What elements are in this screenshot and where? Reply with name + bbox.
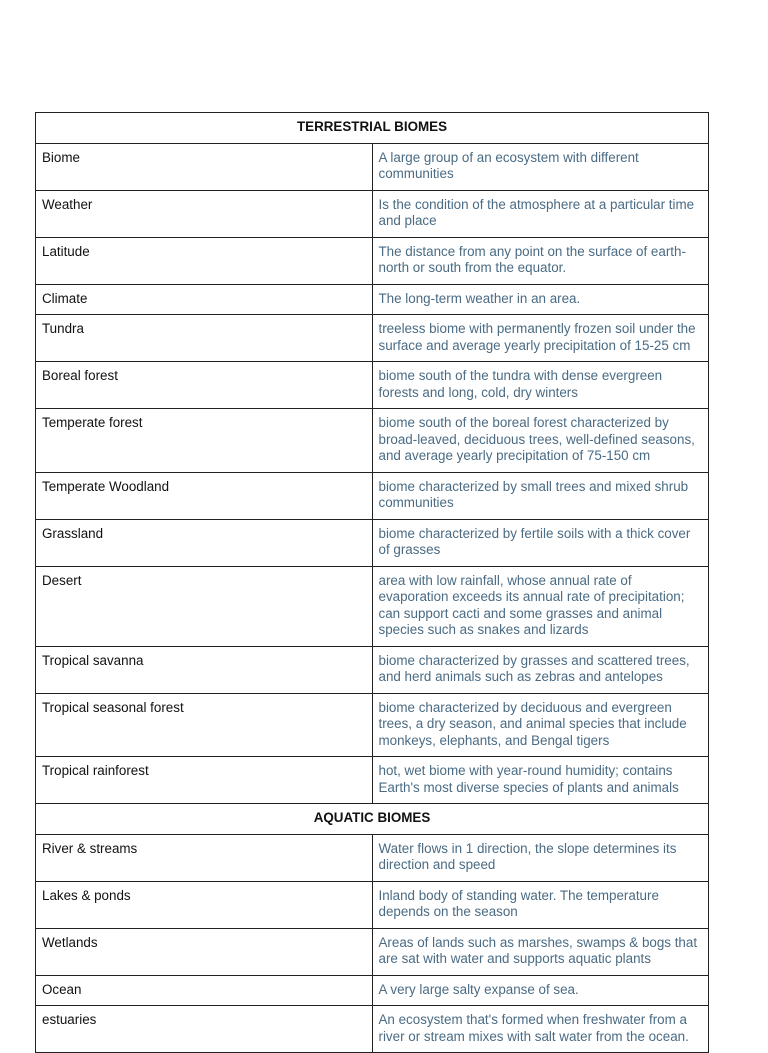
biome-term: Temperate forest	[36, 409, 373, 473]
table-row	[36, 472, 709, 519]
table-row	[36, 928, 709, 975]
biome-definition: A large group of an ecosystem with different communities	[372, 143, 709, 190]
biome-term: Grassland	[36, 519, 373, 566]
biomes-table	[35, 112, 709, 1053]
biome-term: Tropical savanna	[36, 646, 373, 693]
biome-term: Biome	[36, 143, 373, 190]
biome-term: Lakes & ponds	[36, 881, 373, 928]
biome-definition: area with low rainfall, whose annual rate of evaporation exceeds its annual rate of precipitation; can support cacti and some grasses and animal species such as snakes and lizards	[372, 566, 709, 646]
biome-term: Climate	[36, 284, 373, 315]
biome-definition: hot, wet biome with year-round humidity; contains Earth's most diverse species of plants and animals	[372, 757, 709, 804]
table-row	[36, 881, 709, 928]
biome-definition: The distance from any point on the surface of earth-north or south from the equator.	[372, 237, 709, 284]
biome-term: Latitude	[36, 237, 373, 284]
section-header-row	[36, 804, 709, 835]
table-row	[36, 315, 709, 362]
biome-definition: treeless biome with permanently frozen soil under the surface and average yearly precipitation of 15-25 cm	[372, 315, 709, 362]
biome-term: Ocean	[36, 975, 373, 1006]
aquatic-title: AQUATIC BIOMES	[36, 804, 709, 835]
table-row	[36, 566, 709, 646]
table-row	[36, 519, 709, 566]
biome-definition: Is the condition of the atmosphere at a particular time and place	[372, 190, 709, 237]
terrestrial-title: TERRESTRIAL BIOMES	[36, 113, 709, 144]
biome-definition: Water flows in 1 direction, the slope determines its direction and speed	[372, 834, 709, 881]
table-row	[36, 362, 709, 409]
table-row	[36, 237, 709, 284]
biome-definition: Areas of lands such as marshes, swamps & bogs that are sat with water and supports aquatic plants	[372, 928, 709, 975]
biome-term: estuaries	[36, 1006, 373, 1053]
biome-definition: biome characterized by grasses and scattered trees, and herd animals such as zebras and antelopes	[372, 646, 709, 693]
biome-term: Tropical seasonal forest	[36, 693, 373, 757]
biome-term: Wetlands	[36, 928, 373, 975]
table-row	[36, 143, 709, 190]
biome-term: Desert	[36, 566, 373, 646]
biome-term: Weather	[36, 190, 373, 237]
table-row	[36, 834, 709, 881]
table-row	[36, 190, 709, 237]
table-row	[36, 975, 709, 1006]
biome-term: Tundra	[36, 315, 373, 362]
table-row	[36, 693, 709, 757]
biome-definition: biome characterized by small trees and mixed shrub communities	[372, 472, 709, 519]
biome-definition: biome south of the tundra with dense evergreen forests and long, cold, dry winters	[372, 362, 709, 409]
biome-definition: biome characterized by fertile soils with a thick cover of grasses	[372, 519, 709, 566]
biome-definition: biome south of the boreal forest characterized by broad-leaved, deciduous trees, well-defined seasons, and average yearly precipitation of 75-150 cm	[372, 409, 709, 473]
section-header-row	[36, 113, 709, 144]
table-row	[36, 1006, 709, 1053]
biome-definition: The long-term weather in an area.	[372, 284, 709, 315]
table-row	[36, 757, 709, 804]
biome-term: Tropical rainforest	[36, 757, 373, 804]
biome-definition: An ecosystem that's formed when freshwater from a river or stream mixes with salt water from the ocean.	[372, 1006, 709, 1053]
table-row	[36, 646, 709, 693]
table-row	[36, 409, 709, 473]
biome-term: Temperate Woodland	[36, 472, 373, 519]
biome-term: Boreal forest	[36, 362, 373, 409]
biome-definition: Inland body of standing water. The temperature depends on the season	[372, 881, 709, 928]
biome-term: River & streams	[36, 834, 373, 881]
table-row	[36, 284, 709, 315]
biome-definition: A very large salty expanse of sea.	[372, 975, 709, 1006]
biome-definition: biome characterized by deciduous and evergreen trees, a dry season, and animal species that include monkeys, elephants, and Bengal tigers	[372, 693, 709, 757]
